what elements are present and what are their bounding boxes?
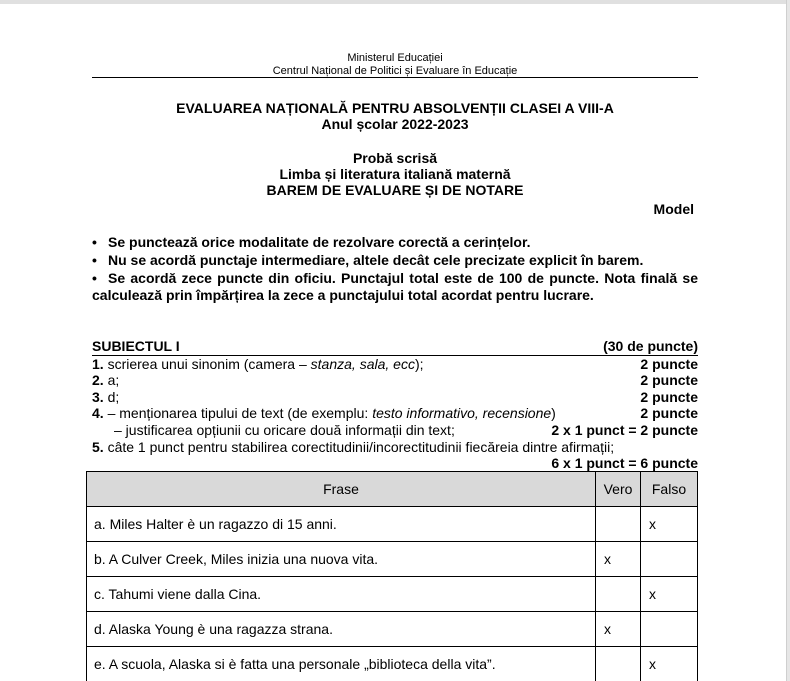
barem-item-2: 2. a; 2 puncte: [92, 372, 698, 389]
row-vero: x: [596, 542, 641, 577]
row-vero: [596, 507, 641, 542]
exam-type: Probă scrisă: [352, 150, 438, 166]
item-points: 2 puncte: [640, 388, 698, 405]
row-vero: [596, 647, 641, 681]
item-points: 2 puncte: [640, 405, 698, 422]
barem-item-5: 5. câte 1 punct pentru stabilirea corectitudinii/incorectitudinii fiecăreia dintre afirmații;: [92, 438, 615, 455]
school-year: Anul școlar 2022-2023: [321, 116, 469, 132]
exam-subject: Limba și literatura italiană maternă: [279, 166, 511, 182]
subject-total: (30 de puncte): [603, 338, 698, 354]
table-row: [87, 612, 698, 647]
row-vero: [596, 577, 641, 612]
row-frase: e. A scuola, Alaska si è fatta una personale „biblioteca della vita”.: [87, 647, 596, 681]
row-falso: [641, 612, 698, 647]
exam-title: EVALUAREA NAȚIONALĂ PENTRU ABSOLVENȚII CLASEI A VIII-A: [176, 100, 614, 116]
header-divider: [92, 77, 698, 78]
rule-item: • Nu se acordă punctaje intermediare, altele decât cele precizate explicit în barem.: [92, 252, 644, 268]
barem-item-4: 4. – menționarea tipului de text (de exemplu: testo informativo, recensione) 2 puncte: [92, 405, 698, 422]
rule-item: • Se acordă zece puncte din oficiu. Punctajul total este de 100 de puncte. Nota finală se calculează prin împărțirea la zece a punctajului total acordat pentru lucrare.: [92, 270, 698, 303]
table-row: [87, 647, 698, 681]
row-falso: x: [641, 647, 698, 681]
table-row: [87, 577, 698, 612]
table-row: [87, 542, 698, 577]
subject-title: SUBIECTUL I: [92, 338, 180, 354]
barem-item-1: 1. scrierea unui sinonim (camera – stanza, sala, ecc); 2 puncte: [92, 355, 698, 372]
column-header-falso: Falso: [641, 472, 698, 507]
barem-item-4-justification: – justificarea opțiunii cu oricare două informații din text; 2 x 1 punct = 2 puncte: [114, 421, 698, 438]
document-subtitle: [92, 150, 698, 198]
row-vero: x: [596, 612, 641, 647]
row-falso: x: [641, 507, 698, 542]
bullet-icon: •: [92, 252, 97, 268]
bullet-icon: •: [92, 270, 97, 286]
item-points: 2 puncte: [640, 355, 698, 372]
row-falso: x: [641, 577, 698, 612]
column-header-vero: Vero: [596, 472, 641, 507]
column-header-frase: Frase: [87, 472, 596, 507]
item-points: 2 puncte: [640, 372, 698, 389]
item-points: 2 x 1 punct = 2 puncte: [551, 421, 698, 438]
row-frase: b. A Culver Creek, Miles inizia una nuova vita.: [87, 542, 596, 577]
row-frase: a. Miles Halter è un ragazzo di 15 anni.: [87, 507, 596, 542]
page-top-border: [0, 0, 786, 4]
model-label: Model: [653, 201, 694, 217]
subject-section: [92, 338, 698, 472]
true-false-table: [86, 471, 698, 681]
center-name: Centrul Național de Politici și Evaluare în Educație: [272, 65, 518, 77]
item-points: 6 x 1 punct = 6 puncte: [551, 455, 698, 472]
row-frase: c. Tahumi viene dalla Cina.: [87, 577, 596, 612]
rule-item: • Se punctează orice modalitate de rezolvare corectă a cerințelor.: [92, 234, 531, 250]
ministry-name: Ministerul Educației: [347, 52, 443, 64]
document-title: [92, 100, 698, 132]
barem-title: BAREM DE EVALUARE ȘI DE NOTARE: [266, 182, 524, 198]
document-header: [92, 52, 698, 78]
row-frase: d. Alaska Young è una ragazza strana.: [87, 612, 596, 647]
grading-rules: [92, 234, 698, 305]
barem-item-5-points: [92, 455, 698, 472]
table-header-row: [87, 472, 698, 507]
subject-heading: [92, 338, 698, 356]
row-falso: [641, 542, 698, 577]
barem-item-3: 3. d; 2 puncte: [92, 388, 698, 405]
table-row: [87, 507, 698, 542]
bullet-icon: •: [92, 234, 97, 250]
